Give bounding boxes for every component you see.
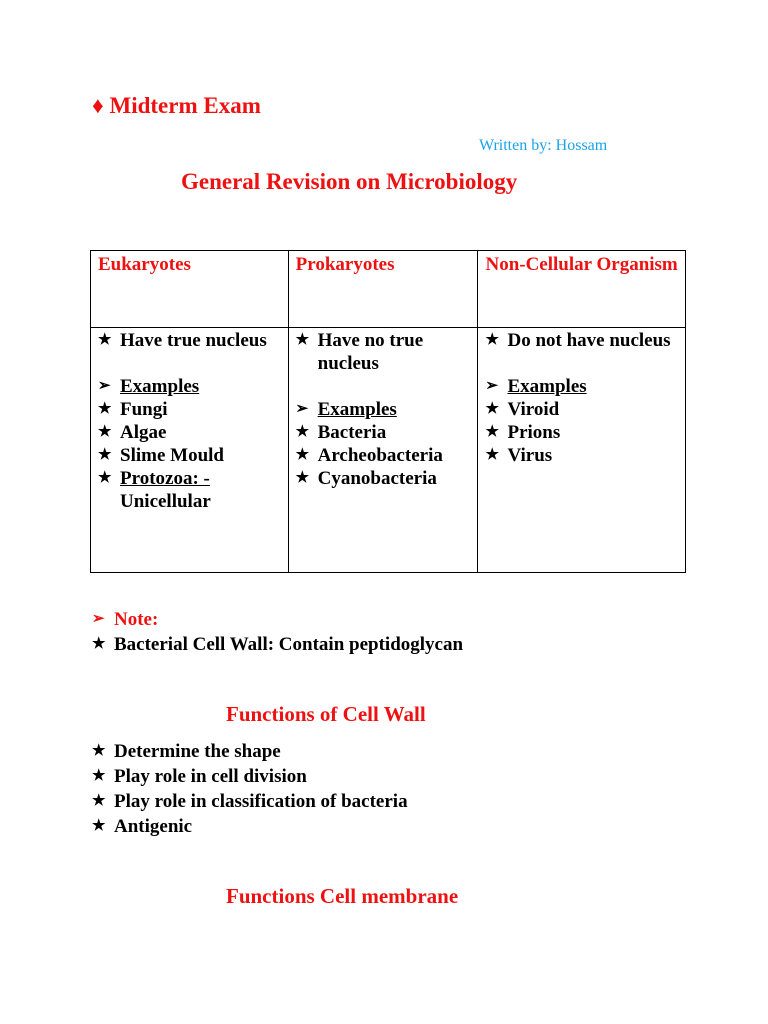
arrow-icon: ➢ <box>295 401 309 417</box>
cell-wall-heading: Functions of Cell Wall <box>226 702 426 726</box>
star-icon: ★ <box>92 636 106 652</box>
examples-label: Examples <box>507 376 587 397</box>
list-item: ★ Algae <box>98 422 167 443</box>
star-icon: ★ <box>92 768 106 784</box>
star-icon: ★ <box>92 743 106 759</box>
examples-label: Examples <box>120 376 200 397</box>
list-item: ★ Fungi <box>98 399 168 420</box>
cell-eukaryotes <box>91 328 289 573</box>
header-non-cellular: Non-Cellular Organism <box>478 251 686 328</box>
heading-text: Midterm Exam <box>109 93 261 118</box>
cell-wall-functions <box>92 739 408 839</box>
star-icon: ★ <box>92 818 106 834</box>
list-item: ★ Cyanobacteria <box>295 468 437 489</box>
list-item: ★ Determine the shape <box>92 741 281 762</box>
note-label: ➢ Note: <box>92 609 159 630</box>
star-icon: ★ <box>295 447 310 463</box>
list-item: ★ Do not have nucleus <box>485 330 671 351</box>
header-eukaryotes: Eukaryotes <box>91 251 289 328</box>
star-icon: ★ <box>295 332 310 348</box>
list-item <box>485 375 679 398</box>
star-icon: ★ <box>98 447 112 463</box>
arrow-icon: ➢ <box>98 378 111 394</box>
document-title: General Revision on Microbiology <box>181 169 518 194</box>
list-item: ★ Have true nucleus <box>98 330 267 351</box>
list-item: ★ Archeobacteria <box>295 445 443 466</box>
list-item: ★ Have no true nucleus <box>295 330 424 374</box>
examples-label: Examples <box>317 399 397 420</box>
star-icon: ★ <box>98 470 112 486</box>
list-item: ★ Play role in classification of bacteria <box>92 791 408 812</box>
organism-comparison-table <box>90 250 686 573</box>
list-item: ★ Bacterial Cell Wall: Contain peptidoglycan <box>92 634 464 655</box>
list-item: ★ Protozoa: - Unicellular <box>98 468 211 512</box>
arrow-icon: ➢ <box>92 611 105 627</box>
star-icon: ★ <box>98 401 112 417</box>
arrow-icon: ➢ <box>485 378 499 394</box>
star-icon: ★ <box>92 793 106 809</box>
list-item: ★ Prions <box>485 422 561 443</box>
list-item: ★ Antigenic <box>92 816 193 837</box>
star-icon: ★ <box>98 424 112 440</box>
diamond-icon: ♦ <box>92 93 104 118</box>
star-icon: ★ <box>485 424 499 440</box>
note-section <box>92 607 463 657</box>
list-item: ★ Virus <box>485 445 553 466</box>
table-header-row <box>91 251 686 328</box>
table-row <box>91 328 686 573</box>
star-icon: ★ <box>295 470 310 486</box>
author-credit: Written by: Hossam <box>479 137 608 154</box>
star-icon: ★ <box>98 332 112 348</box>
page-heading <box>92 93 261 119</box>
list-item: ★ Play role in cell division <box>92 766 307 787</box>
list-item: ★ Viroid <box>485 399 560 420</box>
star-icon: ★ <box>485 332 499 348</box>
list-item <box>98 375 282 398</box>
star-icon: ★ <box>295 424 310 440</box>
list-item <box>296 398 472 421</box>
header-prokaryotes: Prokaryotes <box>288 251 478 328</box>
star-icon: ★ <box>485 401 499 417</box>
list-item: ★ Bacteria <box>295 422 387 443</box>
list-item: ★ Slime Mould <box>98 445 224 466</box>
cell-membrane-heading: Functions Cell membrane <box>226 884 459 908</box>
cell-prokaryotes <box>288 328 478 573</box>
cell-non-cellular <box>478 328 686 573</box>
star-icon: ★ <box>485 447 499 463</box>
